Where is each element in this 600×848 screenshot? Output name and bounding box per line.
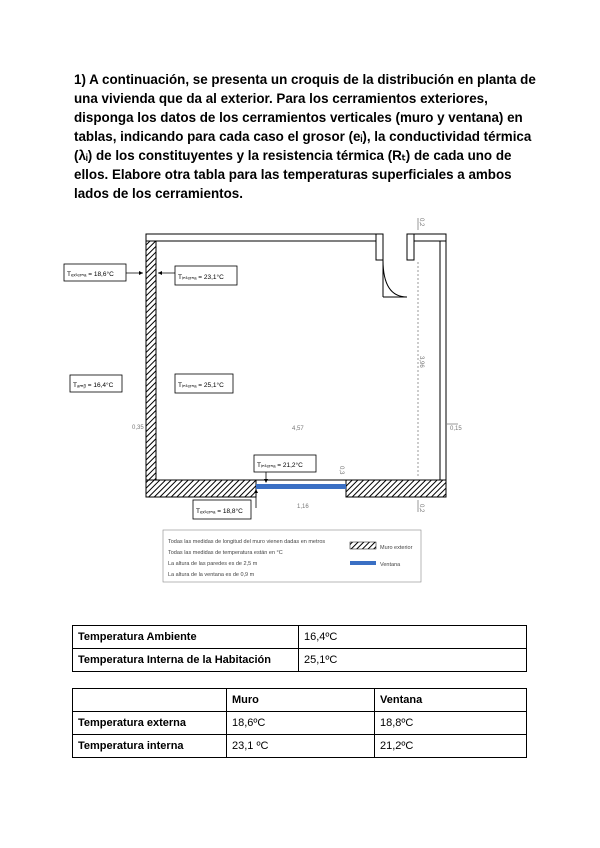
wall-left-exterior: [146, 241, 156, 497]
dim-small: 0,3: [338, 466, 344, 475]
table-row: [73, 735, 527, 758]
table-header-cell: Ventana: [375, 689, 527, 712]
table-cell: Temperatura Ambiente: [73, 626, 299, 649]
wall-right: [440, 241, 446, 497]
wall-bottom-left-exterior: [146, 480, 256, 497]
question-line: lados de los cerramientos.: [74, 186, 243, 201]
legend-wall-label: Muro exterior: [380, 545, 413, 551]
legend-window-label: Ventana: [380, 562, 401, 568]
legend-line: Todas las medidas de temperatura están en °C: [168, 550, 283, 556]
door-jamb-left: [376, 234, 383, 260]
question-line: disponga los datos de los cerramientos verticales (muro y ventana) en: [74, 110, 523, 125]
table-cell: Temperatura Interna de la Habitación: [73, 649, 299, 672]
dim-left: 0,35: [132, 425, 144, 431]
question-line: ellos. Elabore otra tabla para las temperaturas superficiales a ambos: [74, 167, 512, 182]
ambient-temperature-table: [72, 625, 527, 672]
wall-top-right: [414, 234, 446, 241]
label-t-int-room: Tᵢₙₜₑᵣₙₐ = 25,1°C: [178, 382, 224, 389]
legend-window-swatch: [350, 561, 376, 565]
window: [256, 484, 346, 489]
legend-line: Todas las medidas de longitud del muro vienen dadas en metros: [168, 539, 326, 545]
question-line: una vivienda que da al exterior. Para los cerramientos exteriores,: [74, 91, 488, 106]
dim-top: 0,2: [418, 218, 424, 227]
question-line: (λᵢ) de los constituyentes y la resistencia térmica (Rₜ) de cada uno de: [74, 148, 512, 163]
label-t-int-wall: Tᵢₙₜₑᵣₙₐ = 23,1°C: [178, 274, 224, 281]
question-line: 1) A continuación, se presenta un croquis de la distribución en planta de: [74, 72, 536, 87]
table-header-cell: [73, 689, 227, 712]
table-row: [73, 712, 527, 735]
label-t-ext-wall: Tₑₓₜₑᵣₙₐ = 18,6°C: [67, 271, 114, 278]
legend-wall-swatch: [350, 542, 376, 549]
table-cell: 21,2ºC: [375, 735, 527, 758]
arrow-head-icon: [158, 271, 162, 275]
table-cell: 18,6ºC: [227, 712, 375, 735]
label-t-ext-window: Tₑₓₜₑᵣₙₐ = 18,8°C: [196, 508, 243, 515]
dim-right: 0,15: [450, 426, 462, 432]
table-cell: 25,1ºC: [299, 649, 527, 672]
table-cell: 18,8ºC: [375, 712, 527, 735]
dim-window: 1,16: [297, 504, 309, 510]
table-header-cell: Muro: [227, 689, 375, 712]
table-row: [73, 626, 527, 649]
table-cell: 23,1 ºC: [227, 735, 375, 758]
surface-temperature-table: [72, 688, 527, 758]
table-cell: 16,4ºC: [299, 626, 527, 649]
label-t-int-window: Tᵢₙₜₑᵣₙₐ = 21,2°C: [257, 462, 303, 469]
dim-bottom: 0,2: [418, 504, 424, 513]
door-swing: [383, 260, 407, 297]
arrow-head-icon: [264, 479, 268, 483]
table-cell: Temperatura interna: [73, 735, 227, 758]
legend-line: La altura de la ventana es de 0,9 m: [168, 572, 255, 578]
arrow-head-icon: [139, 271, 143, 275]
table-header-row: [73, 689, 527, 712]
door-jamb-right: [407, 234, 414, 260]
table-row: [73, 649, 527, 672]
label-t-amb: Tₐₘᵦ = 16,4°C: [73, 382, 114, 389]
table-cell: Temperatura externa: [73, 712, 227, 735]
wall-bottom-right-exterior: [346, 480, 446, 497]
question-line: tablas, indicando para cada caso el grosor (eᵢ), la conductividad térmica: [74, 129, 532, 144]
legend-line: La altura de las paredes es de 2,5 m: [168, 561, 258, 567]
wall-top: [146, 234, 376, 241]
dim-right-height: 3,96: [418, 356, 424, 368]
dim-width: 4,57: [292, 426, 304, 432]
